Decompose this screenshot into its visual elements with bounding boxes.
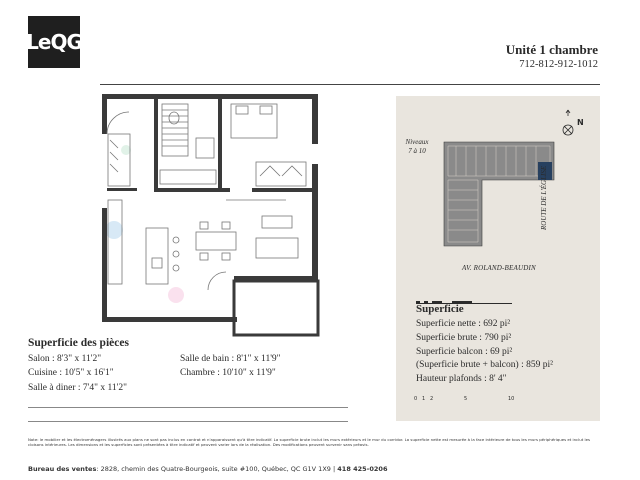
- bathroom-fixtures: [160, 104, 216, 184]
- superficie-line: Superficie balcon : 69 pi²: [416, 346, 513, 357]
- superficie-title: Superficie: [416, 303, 464, 315]
- floor-plan: [96, 90, 328, 340]
- room-dimension: Salle de bain : 8'1" x 11'9": [180, 354, 281, 364]
- room-dimension: Salon : 8'3" x 11'2": [28, 354, 102, 364]
- footer-separator: |: [333, 465, 336, 473]
- street-label-side: ROUTE DE L'ÉGLISE: [540, 165, 548, 230]
- interior-walls: [107, 94, 312, 192]
- exterior-walls: [102, 94, 318, 322]
- site-plan-map: [396, 96, 600, 306]
- scale-label: 10: [508, 396, 515, 402]
- dining-furniture: [196, 222, 236, 260]
- superficie-line: Superficie nette : 692 pi²: [416, 319, 511, 329]
- scale-label: 5: [464, 396, 468, 402]
- unit-number: 712-812-912-1012: [519, 59, 598, 70]
- levels-label: [401, 138, 433, 156]
- rooms-list-left: [28, 352, 127, 395]
- scale-label: 2: [430, 396, 434, 402]
- rooms-list-right: [180, 352, 281, 381]
- superficie-line: (Superficie brute + balcon) : 859 pi²: [416, 360, 553, 371]
- levels-label-line1: Niveaux: [405, 138, 429, 146]
- scale-label: 1: [422, 396, 426, 402]
- bedroom-furniture: [231, 104, 306, 186]
- logo-text: LeQG: [26, 30, 82, 54]
- header-divider: [100, 84, 600, 85]
- divider: [28, 421, 348, 422]
- balcony: [234, 281, 318, 335]
- levels-label-line2: 7 à 10: [408, 147, 426, 155]
- north-arrow-icon: [563, 110, 573, 135]
- room-dimension: Chambre : 10'10" x 11'9": [180, 368, 276, 379]
- decorative-blobs: [105, 145, 184, 303]
- kitchen-furniture: [108, 200, 179, 284]
- superficie-line: Hauteur plafonds : 8' 4": [416, 374, 507, 385]
- logo: [28, 16, 80, 68]
- north-label: N: [577, 118, 584, 127]
- building-footprint: [444, 142, 554, 246]
- scale-label: 0: [414, 396, 418, 402]
- unit-title: Unité 1 chambre: [505, 42, 598, 57]
- room-dimension: Salle à diner : 7'4" x 11'2": [28, 382, 127, 393]
- sales-office-address: : 2828, chemin des Quatre-Bourgeois, suite #100, Québec, QC G1V 1X9: [96, 465, 331, 473]
- superficie-line: Superficie brute : 790 pi²: [416, 332, 512, 343]
- superficie-list: [416, 318, 553, 387]
- footer: [28, 465, 387, 473]
- disclaimer-note: Note: le mobilier et les électroménagers illustrés aux plans ne sont pas inclus en contrat et n'apparaissent qu'à titre indicatif. La superficie brute inclut les murs extérieurs et le mur du corridor. La superficie nette est mesurée à la face intérieure de tous les murs périphériques et inclut les cloisons intérieures. Les dimensions et les superficies sont présentées à titre indicatif et peuvent varier lors de la réalisation. Des modifications peuvent survenir sans préavis.: [28, 437, 591, 447]
- street-label-bottom: AV. ROLAND-BEAUDIN: [462, 264, 536, 272]
- divider: [28, 407, 348, 408]
- sales-office-label: Bureau des ventes: [28, 465, 97, 473]
- phone-number: 418 425-0206: [337, 465, 388, 473]
- rooms-title: Superficie des pièces: [28, 337, 129, 349]
- room-dimension: Cuisine : 10'5" x 16'1": [28, 368, 114, 379]
